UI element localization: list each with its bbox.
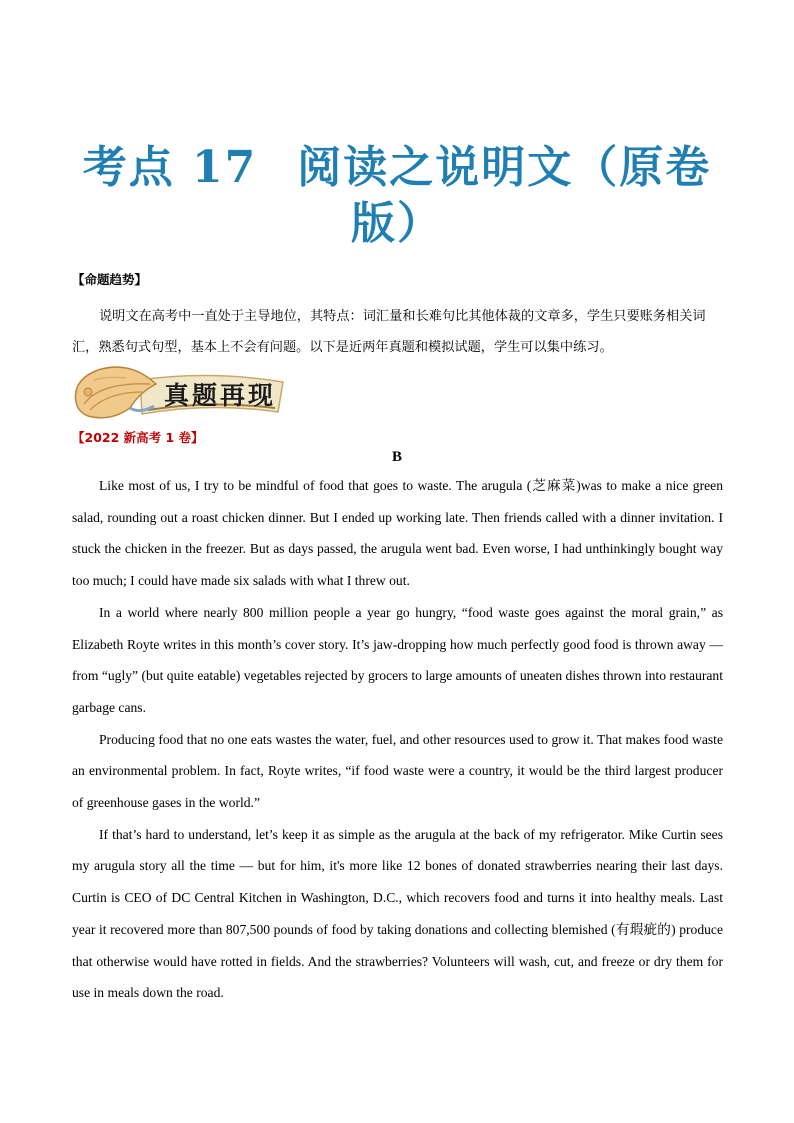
title-topic-name: 阅读之说明文（原卷: [297, 142, 712, 193]
trend-label: 【命题趋势】: [72, 272, 148, 287]
passage-letter: B: [391, 449, 402, 465]
page-title: [50, 140, 744, 252]
passage-paragraph: Like most of us, I try to be mindful of food that goes to waste. The arugula (芝麻菜)was to make a nice green salad, rounding out a roast chicken dinner. But I ended up working late. Then friends called with a dinner invitation. I stuck the chicken in the freezer. But as days passed, the arugula went bad. Even worse, I had unthinkingly bought way too much; I could have made six salads with what I threw out.: [72, 478, 723, 589]
passage-paragraph: Producing food that no one eats wastes the water, fuel, and other resources used to grow it. That makes food waste an environmental problem. In fact, Royte writes, “if food waste were a country, it would be the third largest producer of greenhouse gases in the world.”: [72, 731, 723, 811]
exam-source: 【2022 新高考 1 卷】: [72, 430, 204, 445]
banner-title: 真题再现: [164, 381, 277, 410]
title-topic-number: 考点 17: [82, 142, 258, 193]
trend-text: 说明文在高考中一直处于主导地位，其特点：词汇量和长难句比其他体裁的文章多，学生只要账务相关词汇，熟悉句式句型，基本上不会有问题。以下是近两年真题和模拟试题，学生可以集中练习。: [72, 309, 706, 355]
passage-body: [72, 470, 723, 1009]
section-banner: [70, 362, 285, 422]
title-line-2: 版）: [351, 198, 443, 249]
passage-paragraph: If that’s hard to understand, let’s keep it as simple as the arugula at the back of my refrigerator. Mike Curtin sees my arugula story all the time — but for him, it's more like 12 bones of donated strawberries nearing their last days. Curtin is CEO of DC Central Kitchen in Washington, D.C., which recovers food and turns it into healthy meals. Last year it recovered more than 807,500 pounds of food by taking donations and collecting blemished (有瑕疵的) produce that otherwise would have rotted in fields. And the strawberries? Volunteers will wash, cut, and freeze or dry them for use in meals down the road.: [72, 826, 723, 1001]
passage-paragraph: In a world where nearly 800 million people a year go hungry, “food waste goes against the moral grain,” as Elizabeth Royte writes in this month’s cover story. It’s jaw-dropping how much perfectly good food is thrown away — from “ugly” (but quite eatable) vegetables rejected by grocers to large amounts of uneaten dishes thrown into restaurant garbage cans.: [72, 604, 723, 715]
conch-shell-icon: [70, 362, 162, 422]
